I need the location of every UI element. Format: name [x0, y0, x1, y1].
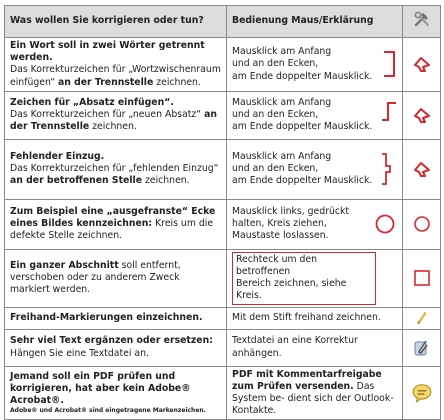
- table-row: [5, 329, 441, 366]
- row-title: Freihand-Markierungen einzeichnen.: [10, 312, 203, 324]
- row-mouse-instructions: Mausklick am Anfang und an den Ecken, am Ende doppelter Mausklick.: [227, 38, 403, 92]
- circle-tool-icon[interactable]: [412, 214, 432, 234]
- row-mouse-instructions: Mit dem Stift freihand zeichnen.: [227, 307, 403, 329]
- table-row: [5, 249, 441, 307]
- row-description: [5, 366, 227, 420]
- circle-mark: [374, 213, 396, 235]
- row-text: Hängen Sie eine Textdatei an.: [10, 347, 149, 359]
- line-tool-icon[interactable]: [412, 105, 432, 125]
- row-mouse-instructions: Mausklick links, gedrückt halten, Kreis ziehen, Maustaste loslassen.: [227, 199, 403, 249]
- table-row: [5, 199, 441, 249]
- row-text: Zum Beispiel eine „ausgefranste“ Ecke eines Bildes kennzeichnen: Kreis um die defekte Stelle zeichnen.: [10, 206, 216, 242]
- header-tools-cell: [403, 6, 441, 38]
- table-row: [5, 307, 441, 329]
- row-tool-cell: [403, 329, 441, 366]
- rectangle-tool-icon[interactable]: [412, 268, 432, 288]
- row-tool-cell: [403, 249, 441, 307]
- row-description: [5, 91, 227, 139]
- paragraph-insert-mark: [380, 100, 398, 130]
- row-tool-cell: [403, 38, 441, 92]
- row-title: Zum Beispiel eine „ausgefranste“ Ecke eines Bildes kennzeichnen:: [10, 206, 216, 230]
- row-text: Das Korrekturzeichen für „neuen Absatz“ an der Trennstelle zeichnen.: [10, 109, 217, 133]
- row-mouse-instructions: Textdatei an eine Korrektur anhängen.: [227, 329, 403, 366]
- row-title: Fehlender Einzug.: [10, 151, 105, 162]
- row-text: Das Korrekturzeichen für „Wortzwischenraum einfügen“ an der Trennstelle zeichnen.: [10, 64, 221, 88]
- row-description: [5, 199, 227, 249]
- row-description: [5, 249, 227, 307]
- correction-table: [4, 5, 441, 420]
- row-title: Ein Wort soll in zwei Wörter getrennt werden.: [10, 40, 205, 64]
- table-header-row: [5, 6, 441, 38]
- row-mouse-text: PDF mit Kommentarfreigabe zum Prüfen versenden. Das System be- dient sich der Outlook-Kontakte.: [232, 368, 394, 417]
- table-row: [5, 91, 441, 139]
- table-row: [5, 139, 441, 199]
- row-mouse-instructions: Mausklick am Anfang und an den Ecken, am Ende doppelter Mausklick.: [227, 91, 403, 139]
- table-row: [5, 38, 441, 92]
- table-row: [5, 366, 441, 420]
- row-tool-cell: [403, 307, 441, 329]
- space-insert-mark: [382, 49, 398, 79]
- row-tool-cell: [403, 139, 441, 199]
- pencil-icon[interactable]: [414, 310, 430, 326]
- hammer-wrench-icon: [413, 10, 431, 28]
- row-tool-cell: [403, 91, 441, 139]
- row-text: Ein ganzer Abschnitt soll entfernt, verschoben oder zu anderem Zweck markiert werden.: [10, 259, 181, 296]
- row-description: [5, 307, 227, 329]
- row-description: [5, 139, 227, 199]
- rectangle-mark: Rechteck um den betroffenen Bereich zeichnen, siehe Kreis.: [232, 252, 376, 305]
- row-description: [5, 38, 227, 92]
- paperclip-icon[interactable]: [412, 338, 432, 358]
- row-title: Zeichen für „Absatz einfügen“.: [10, 97, 174, 108]
- row-title: Ein ganzer Abschnitt: [10, 259, 119, 271]
- row-tool-cell: [403, 366, 441, 420]
- line-tool-icon[interactable]: [412, 159, 432, 179]
- header-col2: Bedienung Maus/Erklärung: [227, 6, 403, 38]
- row-title: Sehr viel Text ergänzen oder ersetzen:: [10, 335, 213, 347]
- row-text: Das Korrekturzeichen für „fehlenden Einzug“ an der betroffenen Stelle zeichnen.: [10, 163, 219, 187]
- row-tool-cell: [403, 199, 441, 249]
- row-mouse-instructions: [227, 366, 403, 420]
- comment-share-icon[interactable]: [411, 382, 433, 404]
- row-mouse-instructions: [227, 249, 403, 307]
- row-mouse-instructions: Mausklick am Anfang und an den Ecken, am Ende doppelter Mausklick.: [227, 139, 403, 199]
- row-description: [5, 329, 227, 366]
- indent-mark: [380, 151, 392, 187]
- row-title: Jemand soll ein PDF prüfen und korrigieren, hat aber kein Adobe® Acrobat®.: [10, 370, 191, 407]
- trademark-footnote: Adobe® und Acrobat® sind eingetragene Markenzeichen.: [10, 407, 206, 415]
- header-col1: Was wollen Sie korrigieren oder tun?: [5, 6, 227, 38]
- line-tool-icon[interactable]: [412, 54, 432, 74]
